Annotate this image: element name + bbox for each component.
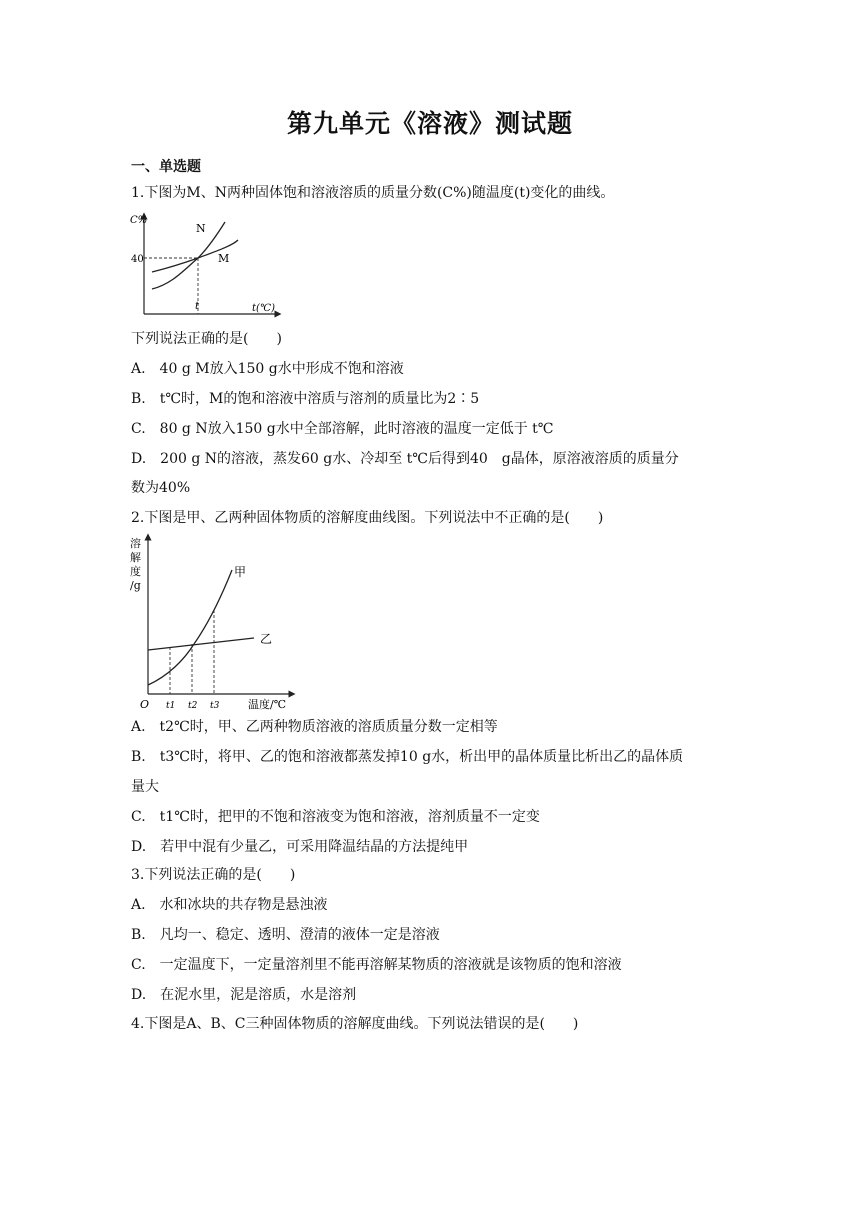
q3-option-c: C. 一定温度下，一定量溶剂里不能再溶解某物质的溶液就是该物质的饱和溶液 (131, 957, 622, 973)
q1-option-a: A. 40 g M放入150 g水中形成不饱和溶液 (131, 361, 404, 377)
q1-stem: 1.下图为M、N两种固体饱和溶液溶质的质量分数(C%)随温度(t)变化的曲线。 (131, 185, 615, 201)
section-heading: 一、单选题 (131, 159, 201, 175)
q1-tick-t: t (195, 301, 200, 312)
page-title: 第九单元《溶液》测试题 (286, 109, 573, 138)
q2-label-jia: 甲 (234, 565, 247, 579)
q2-stem: 2.下图是甲、乙两种固体物质的溶解度曲线图。下列说法中不正确的是( ) (131, 510, 604, 526)
q1-label-m: M (218, 252, 230, 265)
q1-option-b: B. t℃时，M的饱和溶液中溶质与溶剂的质量比为2∶5 (131, 391, 480, 407)
q2-figure (128, 532, 308, 712)
q1-tick-40: 40 (131, 254, 144, 265)
q1-curve-n (152, 222, 225, 289)
q2-y-label-1: 溶 (130, 537, 141, 550)
q2-option-a: A. t2℃时，甲、乙两种物质溶液的溶质质量分数一定相等 (131, 719, 498, 735)
q2-label-yi: 乙 (260, 632, 273, 646)
q3-option-a: A. 水和冰块的共存物是悬浊液 (131, 897, 328, 913)
q2-y-label-2: 解 (130, 551, 141, 564)
q1-figure (128, 210, 288, 322)
q2-x-label: 温度/℃ (248, 698, 287, 711)
q2-option-c: C. t1℃时，把甲的不饱和溶液变为饱和溶液，溶剂质量不一定变 (131, 809, 540, 825)
q1-y-label: C% (130, 215, 148, 226)
q2-option-b-cont: 量大 (131, 779, 159, 795)
q2-y-label-3: 度 (130, 565, 141, 578)
q2-curve-jia (148, 570, 232, 685)
q2-tick-t2: t2 (188, 701, 198, 711)
q2-curve-yi (148, 638, 254, 650)
q4-stem: 4.下图是A、B、C三种固体物质的溶解度曲线。下列说法错误的是( ) (131, 1016, 579, 1032)
q2-tick-t3: t3 (210, 701, 220, 711)
q3-stem: 3.下列说法正确的是( ) (131, 867, 296, 883)
q2-y-label-4: /g (130, 579, 141, 592)
q2-option-b: B. t3℃时，将甲、乙的饱和溶液都蒸发掉10 g水，析出甲的晶体质量比析出乙的晶体质 (131, 749, 684, 765)
q2-y-label (130, 536, 141, 592)
q1-option-c: C. 80 g N放入150 g水中全部溶解，此时溶液的温度一定低于 t℃ (131, 421, 554, 437)
q3-option-d: D. 在泥水里，泥是溶质，水是溶剂 (131, 987, 357, 1003)
q1-label-n: N (196, 222, 206, 235)
q2-tick-t1: t1 (166, 701, 176, 711)
q2-origin: O (140, 698, 150, 711)
q3-option-b: B. 凡均一、稳定、透明、澄清的液体一定是溶液 (131, 927, 440, 943)
q1-option-d: D. 200 g N的溶液，蒸发60 g水、冷却至 t℃后得到40 g晶体，原溶液溶质的质量分 (131, 451, 679, 467)
q2-option-d: D. 若甲中混有少量乙，可采用降温结晶的方法提纯甲 (131, 839, 469, 855)
q1-prompt: 下列说法正确的是( ) (131, 331, 282, 347)
q1-option-d-cont: 数为40% (131, 480, 191, 496)
q1-x-label: t(℃) (252, 303, 276, 314)
